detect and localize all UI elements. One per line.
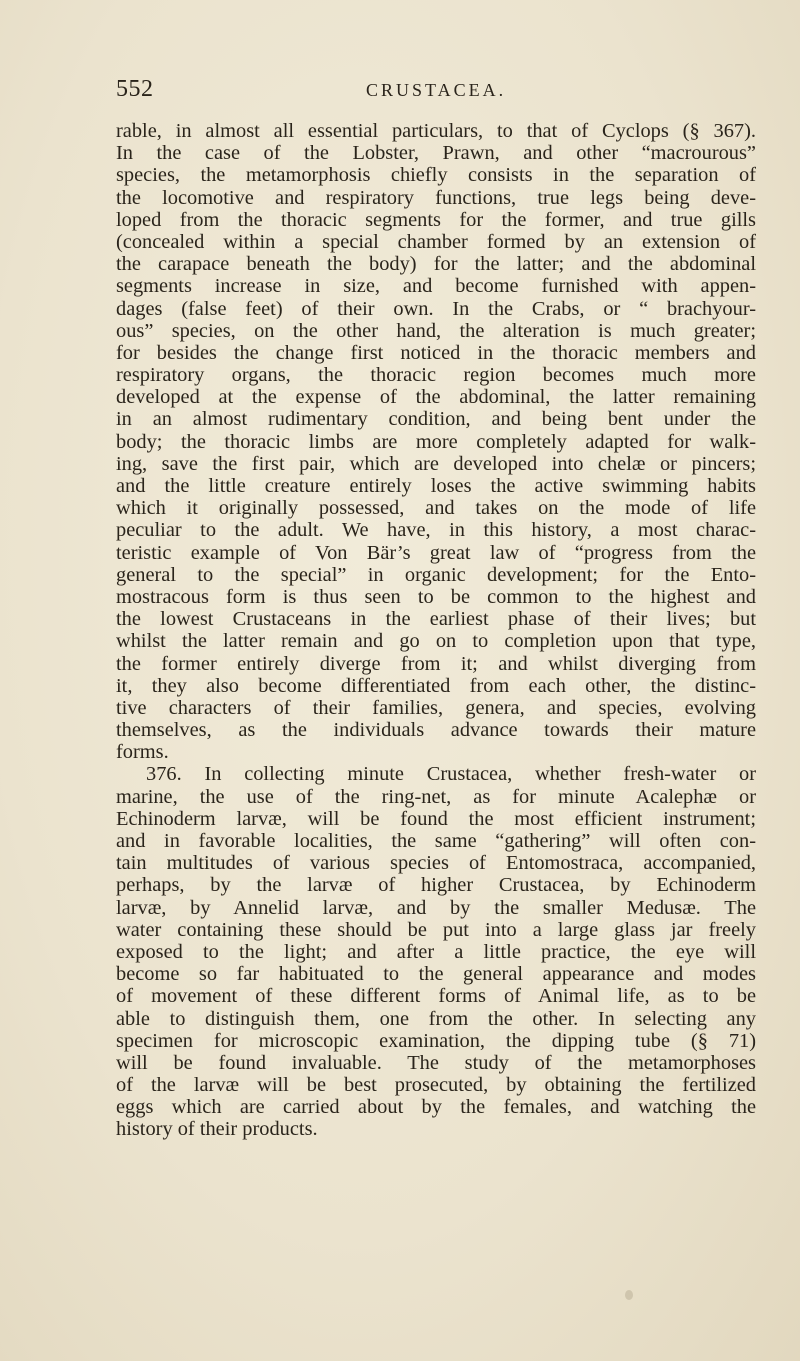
- running-title: CRUSTACEA.: [366, 80, 507, 100]
- text-line: in an almost rudimentary condition, and being bent under the: [116, 408, 756, 431]
- text-line: dages (false feet) of their own. In the Crabs, or “ brachyour-: [116, 297, 756, 320]
- text-line: become so far habituated to the general appearance and modes: [116, 963, 756, 986]
- text-line: tain multitudes of various species of Entomostraca, accompanied,: [116, 852, 756, 875]
- text-line: (concealed within a special chamber formed by an extension of: [116, 230, 756, 253]
- body-text: [116, 120, 756, 1141]
- text-line: specimen for microscopic examination, the dipping tube (§ 71): [116, 1029, 756, 1052]
- text-line: rable, in almost all essential particulars, to that of Cyclops (§ 367).: [116, 120, 756, 142]
- text-line: loped from the thoracic segments for the former, and true gills: [116, 208, 756, 231]
- text-line: In the case of the Lobster, Prawn, and other “macrourous”: [116, 142, 756, 165]
- text-line: it, they also become differentiated from each other, the distinc-: [116, 674, 756, 697]
- text-line: exposed to the light; and after a little practice, the eye will: [116, 940, 756, 963]
- text-line: for besides the change first noticed in the thoracic members and: [116, 341, 756, 364]
- text-line: of the larvæ will be best prosecuted, by obtaining the fertilized: [116, 1074, 756, 1097]
- paper-stain: [625, 1290, 633, 1300]
- text-line: general to the special” in organic development; for the Ento-: [116, 563, 756, 586]
- text-line: ous” species, on the other hand, the alteration is much greater;: [116, 319, 756, 342]
- text-line: the lowest Crustaceans in the earliest phase of their lives; but: [116, 608, 756, 631]
- text-line: body; the thoracic limbs are more completely adapted for walk-: [116, 430, 756, 453]
- text-line: Echinoderm larvæ, will be found the most efficient instrument;: [116, 807, 756, 830]
- text-line: teristic example of Von Bär’s great law of “progress from the: [116, 541, 756, 564]
- text-line: segments increase in size, and become furnished with appen-: [116, 275, 756, 298]
- text-line: perhaps, by the larvæ of higher Crustacea, by Echinoderm: [116, 874, 756, 897]
- paragraph-end-line: history of their products.: [116, 1118, 318, 1141]
- text-line: and in favorable localities, the same “gathering” will often con-: [116, 830, 756, 852]
- text-line: larvæ, by Annelid larvæ, and by the smaller Medusæ. The: [116, 896, 756, 919]
- text-line: peculiar to the adult. We have, in this history, a most charac-: [116, 519, 756, 542]
- text-line: the locomotive and respiratory functions, true legs being deve-: [116, 186, 756, 209]
- text-line: respiratory organs, the thoracic region becomes much more: [116, 364, 756, 387]
- text-line: tive characters of their families, genera, and species, evolving: [116, 696, 756, 719]
- paragraph-end-line: forms.: [116, 741, 169, 764]
- text-line: the former entirely diverge from it; and whilst diverging from: [116, 652, 756, 675]
- page-number: 552: [116, 76, 154, 102]
- text-line: will be found invaluable. The study of the metamorphoses: [116, 1051, 756, 1074]
- text-line: themselves, as the individuals advance towards their mature: [116, 719, 756, 742]
- text-line: water containing these should be put into a large glass jar freely: [116, 918, 756, 941]
- text-line: which it originally possessed, and takes on the mode of life: [116, 497, 756, 520]
- text-line: whilst the latter remain and go on to completion upon that type,: [116, 630, 756, 653]
- text-line: eggs which are carried about by the females, and watching the: [116, 1096, 756, 1119]
- paragraph-start-line: 376. In collecting minute Crustacea, whether fresh-water or: [146, 763, 756, 786]
- text-line: species, the metamorphosis chiefly consists in the separation of: [116, 164, 756, 187]
- text-line: marine, the use of the ring-net, as for minute Acalephæ or: [116, 785, 756, 808]
- text-line: the carapace beneath the body) for the latter; and the abdominal: [116, 253, 756, 276]
- text-line: able to distinguish them, one from the other. In selecting any: [116, 1007, 756, 1030]
- page-header: [116, 76, 756, 116]
- text-line: of movement of these different forms of Animal life, as to be: [116, 985, 756, 1008]
- text-line: and the little creature entirely loses the active swimming habits: [116, 475, 756, 497]
- text-line: ing, save the first pair, which are developed into chelæ or pincers;: [116, 452, 756, 475]
- text-line: developed at the expense of the abdominal, the latter remaining: [116, 386, 756, 409]
- text-line: mostracous form is thus seen to be common to the highest and: [116, 585, 756, 608]
